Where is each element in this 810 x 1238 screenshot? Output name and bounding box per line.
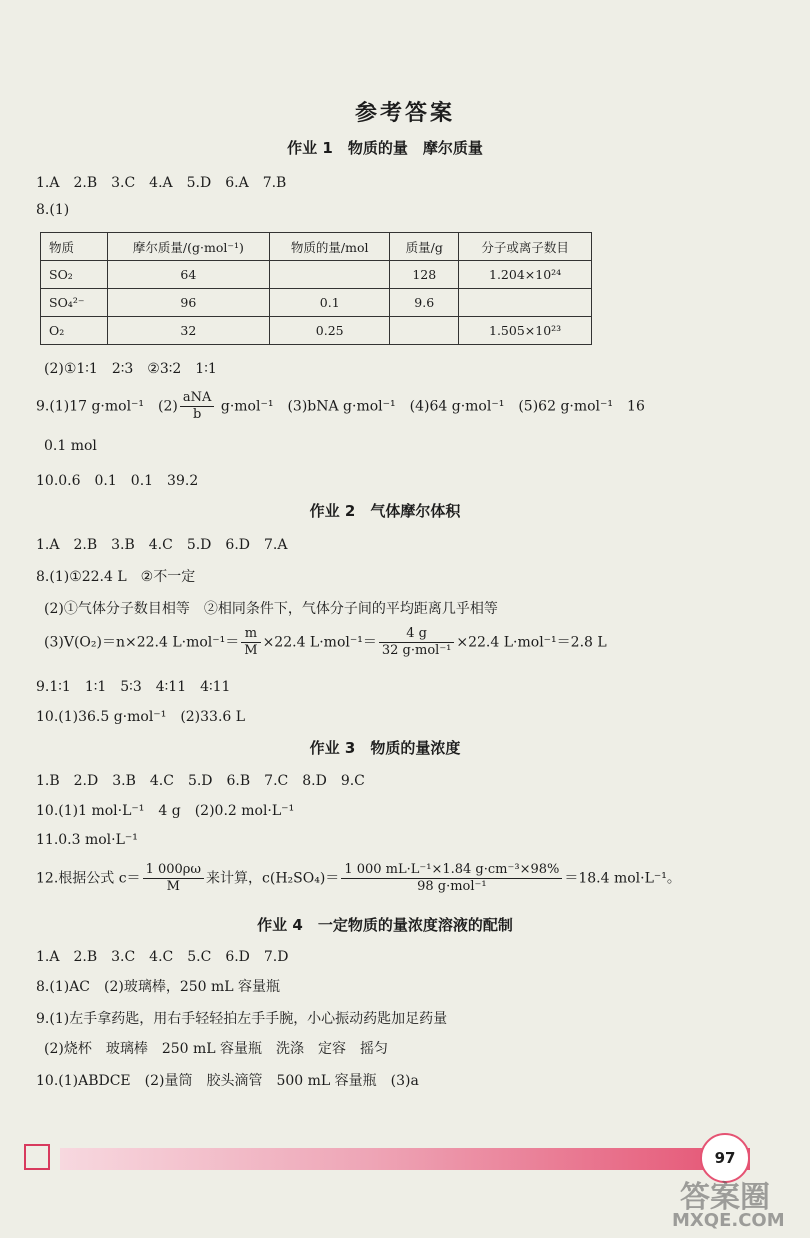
table-cell [459,289,592,317]
text: g·mol⁻¹ (3)bNA g·mol⁻¹ (4)64 g·mol⁻¹ (5)62 g·mol⁻¹ 16 [216,398,645,415]
answer-line: 8.(1)AC (2)玻璃棒，250 mL 容量瓶 [36,979,281,995]
table-row [41,289,592,317]
table-cell: SO₄²⁻ [41,289,108,317]
denominator: M [244,643,258,658]
fraction [180,390,215,423]
table-cell: 128 [390,261,459,289]
table-cell: 9.6 [390,289,459,317]
footer-gradient-bar [60,1148,750,1170]
answer-line: 1.B 2.D 3.B 4.C 5.D 6.B 7.C 8.D 9.C [36,773,365,789]
answer-line: 8.(1)①22.4 L ②不一定 [36,569,196,585]
answer-line: 11.0.3 mol·L⁻¹ [36,832,138,848]
denominator: 98 g·mol⁻¹ [417,879,487,894]
table-cell [270,261,390,289]
table-header-row [41,233,592,261]
table-cell: 64 [107,261,270,289]
answer-line: 0.1 mol [44,438,97,454]
fraction [341,862,562,895]
watermark-url: MXQE.COM [672,1210,785,1231]
answer-line-formula [44,626,607,659]
denominator: b [192,407,202,422]
text: 9.(1)17 g·mol⁻¹ (2) [36,398,178,415]
table-header: 摩尔质量/(g·mol⁻¹) [107,233,270,261]
numerator: 1 000ρω [143,862,204,879]
section-heading-3: 作业 3 物质的量浓度 [309,739,461,757]
text: 12.根据公式 c＝ [36,870,141,887]
section-heading-2: 作业 2 气体摩尔体积 [309,502,461,520]
answer-line: 9.1∶1 1∶1 5∶3 4∶11 4∶11 [36,679,231,695]
denominator: 32 g·mol⁻¹ [381,643,452,658]
table-row [41,261,592,289]
table-cell: 96 [107,289,270,317]
numerator: aNA [180,390,215,407]
answer-line-formula [36,862,681,895]
answer-line: 1.A 2.B 3.C 4.C 5.C 6.D 7.D [36,949,289,965]
answer-line-formula [36,390,645,423]
numerator: 1 000 mL·L⁻¹×1.84 g·cm⁻³×98% [341,862,562,879]
fraction [241,626,260,659]
table-cell: 1.204×10²⁴ [459,261,592,289]
text: 来计算，c(H₂SO₄)＝ [206,870,340,887]
text: ＝18.4 mol·L⁻¹。 [564,870,681,887]
answer-line: (2)①1∶1 2∶3 ②3∶2 1∶1 [44,361,217,377]
answer-line: (2)烧杯 玻璃棒 250 mL 容量瓶 洗涤 定容 摇匀 [44,1041,389,1057]
table-cell: 0.25 [270,317,390,345]
fraction [379,626,455,659]
table-header: 物质的量/mol [270,233,390,261]
table-cell: SO₂ [41,261,108,289]
table-cell: 1.505×10²³ [459,317,592,345]
page-number: 97 [700,1133,750,1183]
section-heading-4: 作业 4 一定物质的量浓度溶液的配制 [257,916,513,934]
answer-line: 8.(1) [36,202,70,218]
watermark-logo: 答案圈 [680,1180,770,1215]
denominator: M [166,879,180,894]
text: ×22.4 L·mol⁻¹＝2.8 L [456,634,607,651]
answer-line: 10.0.6 0.1 0.1 39.2 [36,473,199,489]
molar-mass-table [40,232,592,345]
numerator: 4 g [379,626,455,643]
table-cell: 0.1 [270,289,390,317]
fraction [143,862,204,895]
table-row [41,317,592,345]
answer-line: 1.A 2.B 3.C 4.A 5.D 6.A 7.B [36,175,287,191]
answer-line: 10.(1)36.5 g·mol⁻¹ (2)33.6 L [36,709,246,725]
corner-box-icon [24,1144,50,1170]
numerator: m [241,626,260,643]
table-header: 质量/g [390,233,459,261]
answer-line: 9.(1)左手拿药匙，用右手轻轻拍左手手腕，小心振动药匙加足药量 [36,1011,448,1027]
text: (3)V(O₂)＝n×22.4 L·mol⁻¹＝ [44,634,240,651]
answer-line: 10.(1)1 mol·L⁻¹ 4 g (2)0.2 mol·L⁻¹ [36,803,295,819]
table-cell: 32 [107,317,270,345]
answer-line: 10.(1)ABDCE (2)量筒 胶头滴管 500 mL 容量瓶 (3)a [36,1073,419,1089]
table-cell: O₂ [41,317,108,345]
table-cell [390,317,459,345]
answer-line: (2)①气体分子数目相等 ②相同条件下，气体分子间的平均距离几乎相等 [44,601,498,617]
table-header: 分子或离子数目 [459,233,592,261]
section-heading-1: 作业 1 物质的量 摩尔质量 [287,139,483,157]
answer-line: 1.A 2.B 3.B 4.C 5.D 6.D 7.A [36,537,288,553]
table-header: 物质 [41,233,108,261]
text: ×22.4 L·mol⁻¹＝ [262,634,377,651]
page-title: 参考答案 [354,101,455,126]
